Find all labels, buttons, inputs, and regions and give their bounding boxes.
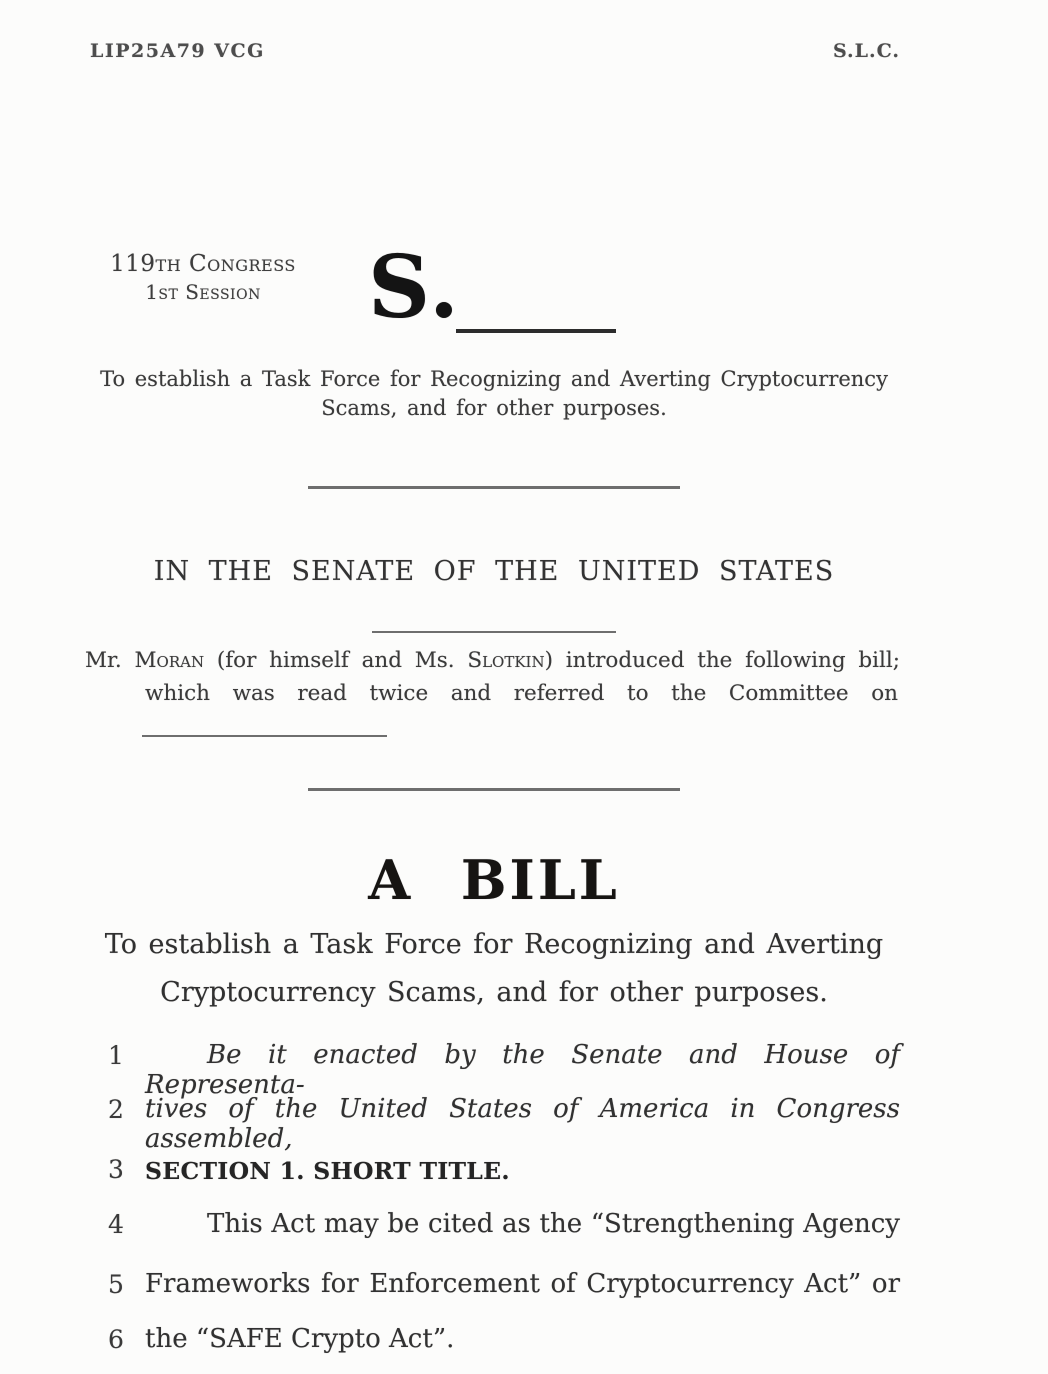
sponsor-suffix: ) introduced the following bill; bbox=[544, 648, 901, 673]
line-text: the “SAFE Crypto Act”. bbox=[145, 1324, 455, 1354]
draft-code: LIP25A79 VCG bbox=[90, 40, 265, 62]
bill-text-line bbox=[88, 1324, 900, 1354]
session-label: 1st Session bbox=[145, 280, 261, 304]
measure-title bbox=[88, 365, 900, 423]
horizontal-rule bbox=[308, 788, 680, 791]
line-number: 2 bbox=[108, 1095, 124, 1124]
line-number: 1 bbox=[108, 1041, 124, 1070]
bill-number-prefix: S. bbox=[368, 237, 461, 338]
bill-text-line bbox=[88, 1209, 900, 1239]
horizontal-rule bbox=[308, 486, 680, 489]
measure-title-line2: Scams, and for other purposes. bbox=[321, 396, 667, 420]
sponsor-middle: (for himself and Ms. bbox=[204, 648, 468, 673]
committee-blank-line bbox=[142, 735, 387, 737]
short-rule bbox=[372, 631, 616, 633]
office-code: S.L.C. bbox=[832, 40, 900, 62]
line-text: Frameworks for Enforcement of Cryptocurrency Act” or bbox=[145, 1269, 900, 1299]
sponsor-name: Moran bbox=[134, 648, 205, 673]
caption-row bbox=[88, 237, 900, 355]
measure-title-line1: To establish a Task Force for Recognizing and Averting Cryptocurrency bbox=[100, 367, 888, 391]
bill-purpose-line2: Cryptocurrency Scams, and for other purposes. bbox=[160, 977, 828, 1008]
page-content bbox=[85, 0, 901, 1374]
bill-title: A BILL bbox=[368, 848, 620, 912]
sponsorship-line2: which was read twice and referred to the Committee on bbox=[145, 681, 898, 706]
chamber-heading: IN THE SENATE OF THE UNITED STATES bbox=[153, 556, 835, 587]
bill-number-blank-line bbox=[456, 329, 616, 333]
line-text: tives of the United States of America in Congress assembled, bbox=[145, 1094, 900, 1154]
bill-text-line bbox=[88, 1040, 900, 1100]
cosponsor-name: Slotkin bbox=[467, 648, 545, 673]
section-heading: SECTION 1. SHORT TITLE. bbox=[145, 1157, 510, 1185]
line-number: 5 bbox=[108, 1270, 124, 1299]
sponsor-prefix: Mr. bbox=[85, 648, 135, 673]
line-number: 6 bbox=[108, 1325, 124, 1354]
congress-label: 119th Congress bbox=[110, 251, 296, 277]
bill-text-line bbox=[88, 1094, 900, 1154]
congress-session-block bbox=[88, 251, 318, 304]
line-text: This Act may be cited as the “Strengthening Agency bbox=[207, 1209, 900, 1239]
line-text: Be it enacted by the Senate and House of Representa- bbox=[145, 1040, 900, 1100]
bill-text-line bbox=[88, 1269, 900, 1299]
line-number: 4 bbox=[108, 1210, 124, 1239]
sponsorship-line1 bbox=[85, 648, 900, 673]
bill-purpose-line1: To establish a Task Force for Recognizing and Averting bbox=[104, 929, 884, 960]
line-number: 3 bbox=[108, 1155, 124, 1184]
bill-text-line bbox=[88, 1154, 900, 1185]
